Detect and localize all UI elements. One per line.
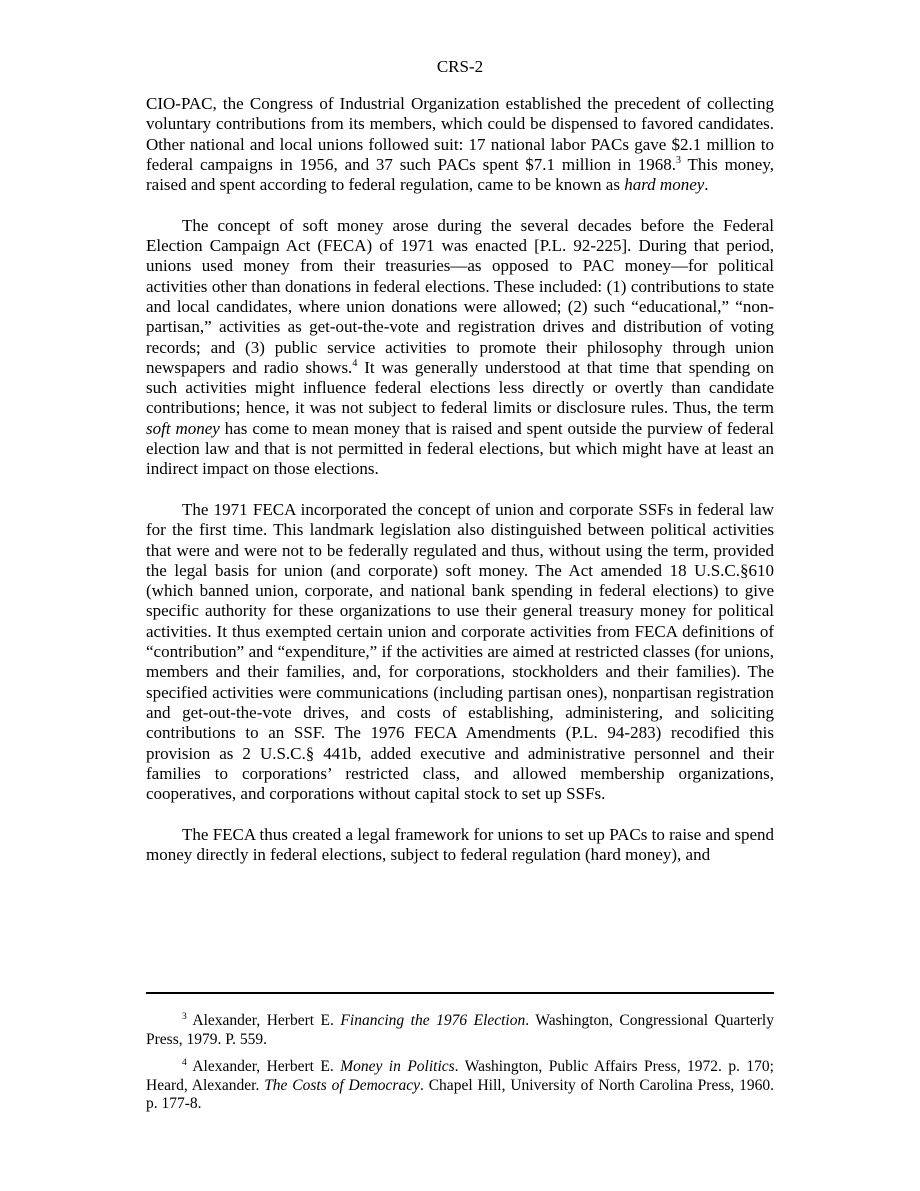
text-run: The 1971 FECA incorporated the concept of union and corporate SSFs in federal law for the first time. This landmark legislation also distinguished between political activities that were and were not to be federally regulated and thus, without using the term, provided the legal basis for union (and corporate) soft money. The Act amended 18 U.S.C.§610 (which banned union, corporate, and national bank spending in federal elections) to give specific authority for these organizations to use their general treasury money for political activities. It thus exempted certain union and corporate activities from FECA definitions of “contribution” and “expenditure,” if the activities are aimed at restricted classes (for unions, members and their families, and, for corporations, stockholders and their families). The specified activities were communications (including partisan ones), nonpartisan registration and get-out-the-vote drives, and costs of establishing, administering, and soliciting contributions to an SSF. The 1976 FECA Amendments (P.L. 94-283) recodified this provision as 2 U.S.C.§ 441b, added executive and administrative personnel and their families to corporations’ restricted class, and allowed membership organizations, cooperatives, and corporations without capital stock to set up SSFs. <box>146 499 774 804</box>
footnote-divider <box>146 992 774 994</box>
text-run: . <box>704 175 709 195</box>
text-run: . Washington, Public Affairs Press, 1972. p. 170; Heard, Alexander. <box>146 1058 774 1094</box>
body-paragraph <box>146 825 774 866</box>
document-body <box>146 94 774 886</box>
footnote-marker: 3 <box>182 1012 187 1022</box>
footnote <box>146 1058 774 1114</box>
footnote <box>146 1012 774 1049</box>
text-run: It was generally understood at that time that spending on such activities might influence federal elections less directly or overtly than candidate contributions; hence, it was not subject to federal limits or disclosure rules. Thus, the term <box>146 357 774 418</box>
text-run: The concept of soft money arose during the several decades before the Federal Election Campaign Act (FECA) of 1971 was enacted [P.L. 92-225]. During that period, unions used money from their treasuries—as opposed to PAC money—for political activities other than donations in federal elections. These included: (1) contributions to state and local candidates, where union donations were allowed; (2) such “educational,” “non-partisan,” activities as get-out-the-vote and registration drives and distribution of voting records; and (3) public service activities to promote their philosophy through union newspapers and radio shows. <box>146 215 774 377</box>
page-header: CRS-2 <box>436 57 484 76</box>
footnote-marker: 3 <box>676 154 682 166</box>
body-paragraph <box>146 94 774 195</box>
footnote-marker: 4 <box>352 357 358 369</box>
text-run: has come to mean money that is raised and spent outside the purview of federal election law and that is not permitted in federal elections, but which might have at least an indirect impact on those elections. <box>146 418 774 479</box>
italic-text: The Costs of Democracy <box>264 1076 420 1094</box>
italic-text: soft money <box>146 418 220 438</box>
italic-text: Money in Politics <box>340 1058 455 1075</box>
text-run: Alexander, Herbert E. <box>186 1012 341 1029</box>
text-run: This money, raised and spent according to federal regulation, came to be known as <box>146 154 774 195</box>
footnote-marker: 4 <box>182 1058 187 1068</box>
italic-text: hard money <box>624 175 705 195</box>
footnotes <box>146 1012 774 1123</box>
text-run: Alexander, Herbert E. <box>186 1058 341 1075</box>
text-run: CIO-PAC, the Congress of Industrial Organization established the precedent of collecting voluntary contributions from its members, which could be dispensed to favored candidates. Other national and local unions followed suit: 17 national labor PACs gave $2.1 million to federal campaigns in 1956, and 37 such PACs spent $7.1 million in 1968. <box>146 94 774 174</box>
body-paragraph <box>146 500 774 804</box>
text-run: The FECA thus created a legal framework for unions to set up PACs to raise and spend money directly in federal elections, subject to federal regulation (hard money), and <box>146 824 774 864</box>
text-run: . Washington, Congressional Quarterly Press, 1979. P. 559. <box>146 1012 774 1048</box>
italic-text: Financing the 1976 Election <box>340 1012 526 1029</box>
body-paragraph <box>146 216 774 480</box>
text-run: . Chapel Hill, University of North Carolina Press, 1960. p. 177-8. <box>146 1076 775 1112</box>
